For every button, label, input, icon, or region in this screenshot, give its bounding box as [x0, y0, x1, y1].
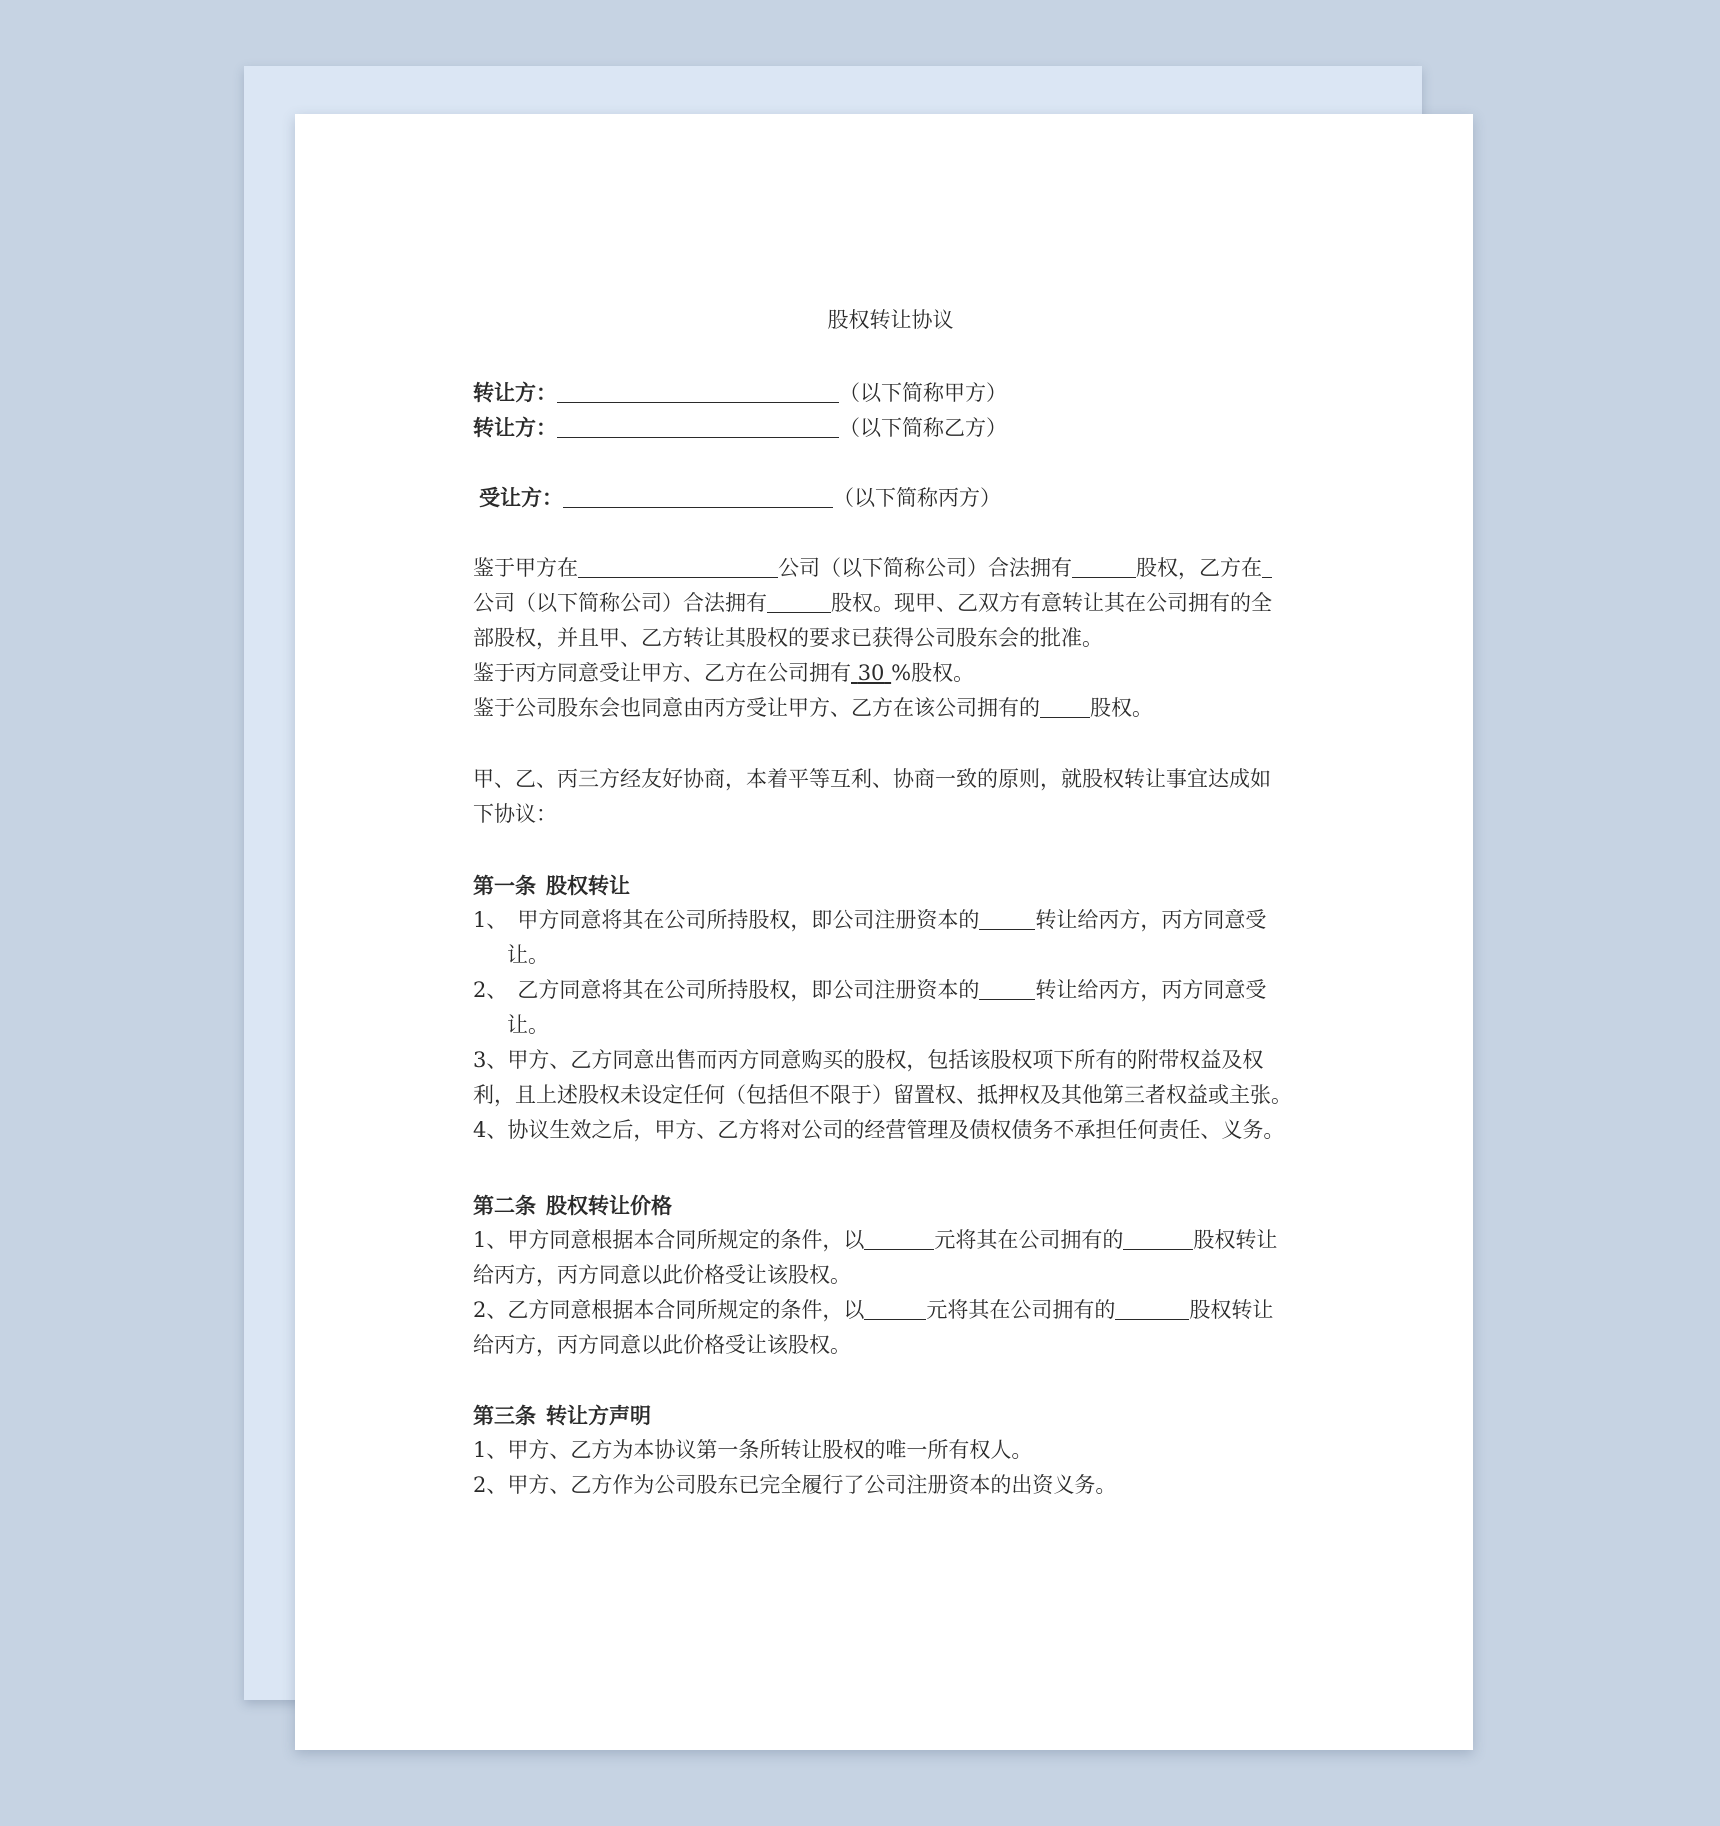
- document-title: 股权转让协议: [827, 308, 954, 332]
- article-1-item-4: 4、协议生效之后，甲方、乙方将对公司的经营管理及债权债务不承担任何责任、义务。: [473, 1118, 1285, 1142]
- article-1-item-1: [473, 903, 1266, 938]
- party-transferee: [479, 480, 1001, 516]
- blank-field[interactable]: [1072, 555, 1136, 578]
- item-number: 1、: [473, 908, 508, 932]
- blank-field[interactable]: [767, 590, 831, 613]
- article-1-item-2: [473, 973, 1266, 1008]
- text: 股权。: [1090, 696, 1153, 720]
- share-percent-value: 30: [857, 661, 885, 685]
- party-note: （以下简称乙方）: [839, 416, 1007, 440]
- article-1-item-3-line-2: 利，且上述股权未设定任何（包括但不限于）留置权、抵押权及其他第三者权益或主张。: [473, 1083, 1292, 1107]
- article-2-item-1: [473, 1223, 1277, 1258]
- article-number: 第一条: [473, 873, 536, 898]
- article-2-item-2-cont: 给丙方，丙方同意以此价格受让该股权。: [473, 1333, 851, 1357]
- article-title: 股权转让: [546, 873, 630, 898]
- party-transferor-a: [473, 375, 1007, 411]
- text: 鉴于公司股东会也同意由丙方受让甲方、乙方在该公司拥有的: [473, 696, 1040, 720]
- article-1-heading: [473, 868, 630, 903]
- party-note: （以下简称丙方）: [833, 486, 1001, 510]
- text: 股权。现甲、乙双方有意转让其在公司拥有的全: [831, 591, 1272, 615]
- text: 转让给丙方，丙方同意受: [1035, 908, 1267, 932]
- recital-2: [473, 656, 974, 691]
- text: 鉴于甲方在: [473, 556, 578, 580]
- article-2-item-1-cont: 给丙方，丙方同意以此价格受让该股权。: [473, 1263, 851, 1287]
- text: 股权转让: [1193, 1228, 1278, 1252]
- article-1-item-3-line-1: 3、甲方、乙方同意出售而丙方同意购买的股权，包括该股权项下所有的附带权益及权: [473, 1048, 1264, 1072]
- text: 股权转让: [1189, 1298, 1274, 1322]
- article-3-heading: [473, 1398, 651, 1433]
- blank-field[interactable]: [557, 380, 839, 403]
- item-number: 2、: [473, 978, 508, 1002]
- intro-line-2: 下协议：: [473, 802, 557, 826]
- text: 甲方同意将其在公司所持股权，即公司注册资本的: [517, 908, 980, 932]
- party-transferor-b: [473, 410, 1007, 446]
- blank-field[interactable]: [563, 485, 833, 508]
- text: 2、乙方同意根据本合同所规定的条件，以: [473, 1298, 865, 1322]
- blank-field[interactable]: [1040, 695, 1090, 718]
- blank-field[interactable]: [557, 415, 839, 438]
- blank-field[interactable]: [1123, 1227, 1193, 1250]
- text: 公司（以下简称公司）合法拥有: [473, 591, 767, 615]
- recital-1-line-3: 部股权，并且甲、乙方转让其股权的要求已获得公司股东会的批准。: [473, 626, 1103, 650]
- blank-field[interactable]: [578, 555, 778, 578]
- text: 公司（以下简称公司）合法拥有: [778, 556, 1072, 580]
- article-3-item-1: 1、甲方、乙方为本协议第一条所转让股权的唯一所有权人。: [473, 1438, 1033, 1462]
- intro-line-1: 甲、乙、丙三方经友好协商，本着平等互利、协商一致的原则，就股权转让事宜达成如: [473, 767, 1271, 791]
- article-number: 第三条: [473, 1403, 536, 1428]
- text: 元将其在公司拥有的: [934, 1228, 1124, 1252]
- article-3-item-2: 2、甲方、乙方作为公司股东已完全履行了公司注册资本的出资义务。: [473, 1473, 1117, 1497]
- text: 元将其在公司拥有的: [926, 1298, 1116, 1322]
- text: 乙方同意将其在公司所持股权，即公司注册资本的: [517, 978, 980, 1002]
- recital-1-line-2: [473, 586, 1272, 621]
- blank-field[interactable]: [864, 1227, 934, 1250]
- blank-field[interactable]: [979, 907, 1035, 930]
- share-percent: [851, 661, 891, 685]
- party-label: 转让方：: [473, 380, 557, 405]
- recital-3: [473, 691, 1153, 726]
- article-title: 转让方声明: [546, 1403, 651, 1428]
- text: %股权。: [891, 661, 975, 685]
- text: 鉴于丙方同意受让甲方、乙方在公司拥有: [473, 661, 851, 685]
- article-number: 第二条: [473, 1193, 536, 1218]
- article-2-item-2: [473, 1293, 1273, 1328]
- party-label: 转让方：: [473, 415, 557, 440]
- article-1-item-1-cont: 让。: [507, 943, 549, 967]
- article-1-item-2-cont: 让。: [507, 1013, 549, 1037]
- recital-1-line-1: [473, 551, 1272, 586]
- blank-field[interactable]: [1115, 1297, 1189, 1320]
- party-label: 受让方：: [479, 485, 563, 510]
- party-note: （以下简称甲方）: [839, 381, 1007, 405]
- text: 转让给丙方，丙方同意受: [1035, 978, 1267, 1002]
- blank-field[interactable]: [864, 1297, 926, 1320]
- text: 股权，乙方在: [1136, 556, 1262, 580]
- text: 1、甲方同意根据本合同所规定的条件，以: [473, 1228, 865, 1252]
- blank-field[interactable]: [1262, 555, 1272, 578]
- article-title: 股权转让价格: [546, 1193, 672, 1218]
- article-2-heading: [473, 1188, 672, 1223]
- blank-field[interactable]: [979, 977, 1035, 1000]
